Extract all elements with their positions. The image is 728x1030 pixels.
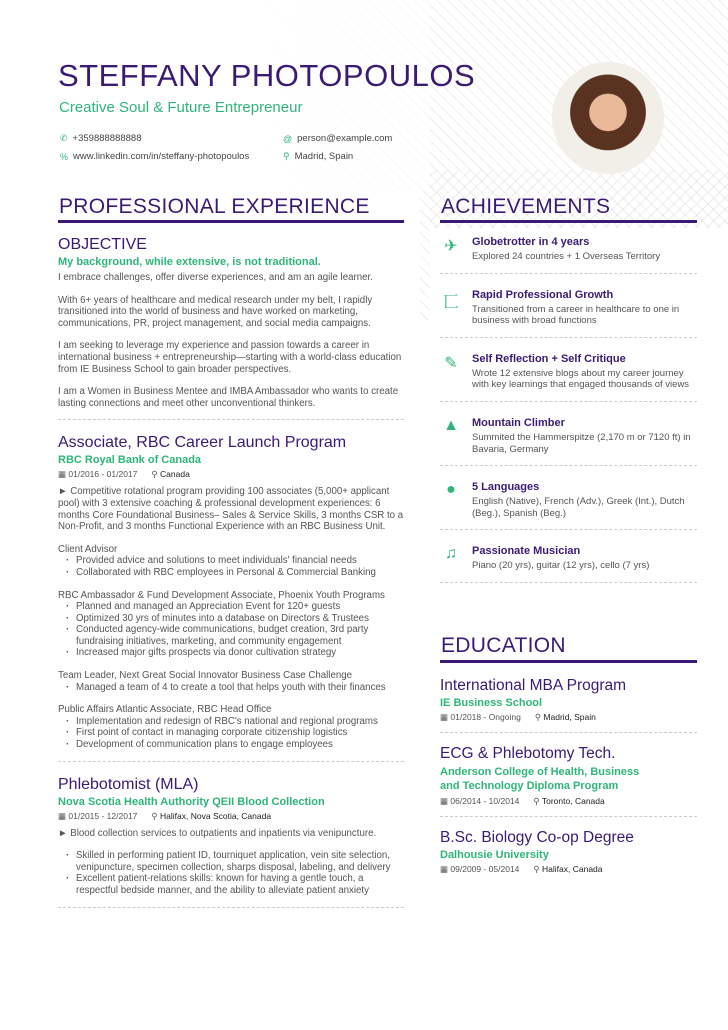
divider (440, 816, 697, 817)
degree: International MBA Program (440, 677, 627, 694)
edu-location: Madrid, Spain (543, 712, 596, 722)
job-bullets (66, 850, 404, 896)
bullet: · Increased major gifts prospects via donor cultivation strategy (66, 647, 404, 659)
achievement-title: Globetrotter in 4 years (472, 236, 590, 248)
job-meta (58, 469, 404, 480)
bullet: · Implementation and redesign of RBC's national and regional programs (66, 716, 404, 728)
divider (440, 582, 697, 583)
objective-paragraph: I embrace challenges, offer diverse experiences, and am an agile learner. (58, 272, 373, 283)
achievement-item (440, 545, 697, 572)
bullet: · Skilled in performing patient ID, tourniquet application, vein site selection, venipuncture, specimen collection, sharps disposal, labeling, and delivery (66, 850, 404, 873)
location (283, 151, 353, 162)
job-meta (58, 811, 404, 822)
divider (440, 465, 697, 466)
achievements-list (440, 236, 697, 598)
bullet: · Managed a team of 4 to create a tool that helps youth with their finances (66, 682, 404, 694)
bullet: · Provided advice and solutions to meet individuals' financial needs (66, 555, 404, 567)
achievement-title: Rapid Professional Growth (472, 288, 614, 301)
divider (440, 273, 697, 274)
profile-photo (552, 62, 664, 174)
section-title-education: EDUCATION (441, 634, 566, 657)
role-bullets (66, 682, 404, 694)
dates: 06/2014 - 10/2014 (450, 796, 520, 806)
education-list (440, 677, 697, 881)
mountain-icon: ▲ (443, 416, 459, 434)
job-location: Halifax, Nova Scotia, Canada (160, 810, 272, 821)
calendar-icon: ▦ 01/2018 - Ongoing (440, 712, 521, 722)
bullet: · Planned and managed an Appreciation Event for 120+ guests (66, 601, 404, 613)
role-bullets (66, 555, 404, 578)
section-title-achievements: ACHIEVEMENTS (441, 195, 611, 218)
divider (440, 337, 697, 338)
objective-paragraph: I am a Women in Business Mentee and IMBA Ambassador who wants to create lasting connections and meet other unconventional thinkers. (58, 386, 399, 409)
achievement-title: 5 Languages (472, 481, 540, 494)
achievement-desc: Transitioned from a career in healthcare to one in business with broad functions (472, 303, 680, 327)
tagline: Creative Soul & Future Entrepreneur (59, 99, 303, 116)
linkedin[interactable] (60, 151, 249, 162)
achievement-desc: English (Native), French (Adv.), Greek (Int.), Dutch (Beg.), Spanish (Beg.) (472, 496, 685, 519)
link-icon: % (60, 151, 69, 162)
music-icon: ♫ (445, 545, 457, 563)
bullet: · First point of contact in managing corporate citizenship logistics (66, 727, 404, 739)
dates: 01/2015 - 12/2017 (68, 810, 138, 821)
role-bullets (66, 601, 404, 659)
objective-title: OBJECTIVE (58, 236, 147, 253)
bullet: · Collaborated with RBC employees in Personal & Commercial Banking (66, 567, 404, 579)
bullet: · Conducted agency-wide communications, budget creation, 3rd party fundraising initiatives, marketing, and community engagement (66, 624, 404, 647)
role-title: Client Advisor (58, 543, 118, 555)
company: Nova Scotia Health Authority QEII Blood Collection (58, 795, 325, 808)
divider (440, 660, 697, 663)
achievement-item (440, 481, 697, 519)
objective-paragraph: With 6+ years of healthcare and medical research under my belt, I rapidly transitioned into the world of business and have worked on marketing, communications, PR, project management, and social media campaigns. (58, 294, 373, 329)
role-title: RBC Ambassador & Fund Development Associate, Phoenix Youth Programs (58, 589, 385, 601)
company: RBC Royal Bank of Canada (58, 454, 202, 467)
dates: 01/2016 - 01/2017 (68, 469, 138, 480)
pencil-icon: ✎ (444, 354, 458, 372)
divider (440, 401, 697, 402)
achievement-title: Passionate Musician (472, 545, 581, 558)
email[interactable] (283, 133, 392, 144)
achievement-desc: Wrote 12 extensive blogs about my career journey with key learnings that engaged thousands of views (472, 367, 690, 391)
location-text: Madrid, Spain (294, 151, 354, 162)
divider (58, 419, 404, 420)
dates: 01/2018 - Ongoing (450, 712, 521, 722)
phone-text: +359888888888 (72, 133, 142, 144)
divider (58, 220, 404, 223)
email-link[interactable]: person@example.com (297, 133, 393, 144)
calendar-icon: ▦ 01/2015 - 12/2017 (58, 810, 138, 821)
phone-icon: ✆ (60, 133, 68, 143)
job-summary: ► Blood collection services to outpatients and inpatients via venipuncture. (58, 827, 377, 839)
school: Anderson College of Health, Business and Technology Diploma Program (440, 766, 640, 792)
experience-column (58, 236, 404, 922)
bullet: · Optimized 30 yrs of minutes into a database on Directors & Trustees (66, 613, 404, 625)
divider (58, 761, 404, 762)
divider (58, 907, 404, 908)
edu-meta (440, 796, 697, 807)
at-icon: @ (283, 133, 293, 144)
achievement-desc: Piano (20 yrs), guitar (12 yrs), cello (7 yrs) (472, 560, 650, 572)
map-pin-icon: ⚲ (533, 864, 540, 874)
dates: 09/2009 - 05/2014 (450, 864, 520, 874)
job-location: Canada (160, 469, 190, 480)
achievement-desc: Explored 24 countries + 1 Overseas Territory (472, 251, 661, 262)
divider (440, 220, 697, 223)
bullet: · Excellent patient-relations skills: known for having a gentle touch, a respectful bedside manner, and the ability to alleviate patient anxiety (66, 873, 404, 896)
role-title: Public Affairs Atlantic Associate, RBC Head Office (58, 704, 272, 716)
achievement-title: Self Reflection + Self Critique (472, 352, 626, 365)
achievement-item (440, 236, 697, 263)
edu-location: Halifax, Canada (542, 864, 603, 874)
linkedin-link[interactable]: www.linkedin.com/in/steffany-photopoulos (73, 151, 250, 162)
globe-icon: ● (446, 481, 456, 499)
achievement-title: Mountain Climber (472, 416, 565, 429)
edu-location: Toronto, Canada (541, 796, 605, 806)
divider (440, 529, 697, 530)
map-pin-icon: ⚲ (533, 796, 540, 806)
achievement-item (440, 289, 697, 327)
map-pin-icon: ⚲ (151, 469, 158, 480)
edu-meta (440, 864, 697, 875)
objective-lead: My background, while extensive, is not traditional. (58, 256, 321, 268)
role-bullets (66, 716, 404, 751)
achievement-desc: Summited the Hammerspitze (2,170 m or 7120 ft) in Bavaria, Germany (472, 431, 691, 455)
map-pin-icon: ⚲ (283, 151, 290, 161)
objective-paragraph: I am seeking to leverage my experience and passion towards a career in international business + entrepreneurship—starting with a world-class education from IE Business School to gain broader perspectives. (58, 340, 402, 375)
bullet: · Development of communication plans to engage employees (66, 739, 404, 751)
degree: ECG & Phlebotomy Tech. (440, 745, 616, 762)
school: IE Business School (440, 697, 543, 709)
calendar-icon: ▦ 09/2009 - 05/2014 (440, 864, 520, 874)
divider (440, 732, 697, 733)
map-pin-icon: ⚲ (534, 712, 542, 722)
plane-icon: ✈ (444, 238, 458, 255)
job-summary: ► Competitive rotational program providing 100 associates (5,000+ applicant pool) with 3 extensive coaching & professional development experiences: 6 months Core Foundational Business– Sales & Service Skills, 3 months CSR to a Non-Profit, and 3 months Functional Experience with an RBC Business Unit. (58, 486, 404, 533)
job-title: Phlebotomist (MLA) (58, 775, 199, 793)
achievement-item (440, 417, 697, 455)
job-title: Associate, RBC Career Launch Program (58, 434, 347, 452)
calendar-icon: ▦ 06/2014 - 10/2014 (440, 796, 520, 806)
map-pin-icon: ⚲ (151, 810, 158, 821)
candidate-name: STEFFANY PHOTOPOULOS (58, 58, 476, 93)
role-title: Team Leader, Next Great Social Innovator Business Case Challenge (58, 670, 353, 682)
section-title-experience: PROFESSIONAL EXPERIENCE (59, 195, 370, 218)
achievement-item (440, 353, 697, 391)
degree: B.Sc. Biology Co-op Degree (440, 829, 634, 846)
edu-meta (440, 712, 697, 723)
school: Dalhousie University (440, 849, 549, 861)
chart-line-icon: ⼖ (442, 293, 459, 311)
calendar-icon: ▦ 01/2016 - 01/2017 (58, 469, 138, 480)
phone (60, 133, 142, 144)
